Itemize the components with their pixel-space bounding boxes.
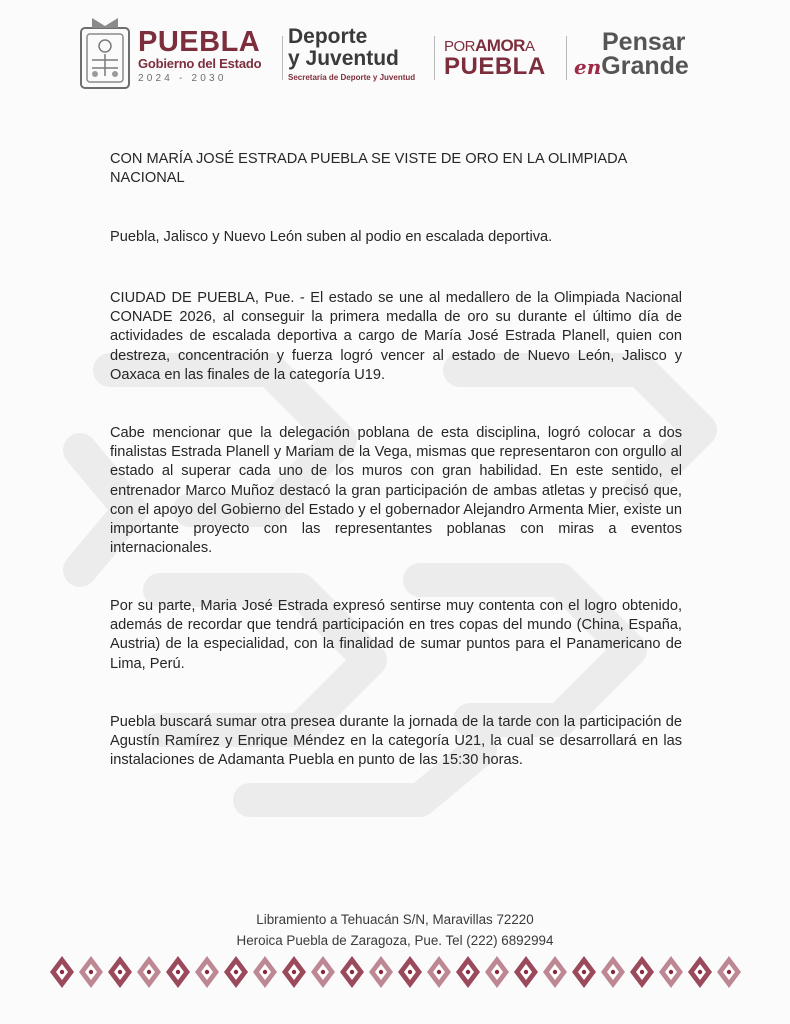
puebla-logo-subtitle: Gobierno del Estado [138, 56, 262, 71]
watermark-pattern-icon [40, 330, 760, 850]
por-amor-logo-a: A [524, 38, 535, 55]
footer-address [0, 909, 790, 951]
pattern-tile [543, 956, 567, 988]
article-subheadline: Puebla, Jalisco y Nuevo León suben al podio en escalada deportiva. [110, 229, 553, 245]
article-headline: CON MARÍA JOSÉ ESTRADA PUEBLA SE VISTE DE ORO EN LA OLIMPIADA NACIONAL [110, 151, 627, 187]
deporte-logo-line2: y Juventud [288, 47, 399, 70]
puebla-gobierno-logo [138, 28, 278, 86]
pattern-tile [485, 956, 509, 988]
pensar-logo-pensar: Pensar [602, 28, 686, 56]
article-paragraph: Puebla buscará sumar otra presea durante la jornada de la tarde con la participación de Agustín Ramírez y Enrique Méndez en la categoría U21, la cual se desarrollará en las instalaciones de Adamanta Puebla en punto de las 15:30 horas. [110, 714, 682, 769]
pattern-tile [79, 956, 103, 988]
talavera-border-pattern-icon [48, 952, 744, 992]
por-amor-a-puebla-logo [444, 37, 564, 79]
pattern-tile [50, 956, 74, 988]
pensar-en-grande-logo [574, 30, 724, 79]
puebla-logo-title: PUEBLA [138, 26, 261, 58]
pattern-tile [166, 956, 190, 988]
deporte-logo-secretaria: Secretaría de Deporte y Juventud [288, 73, 416, 82]
pattern-tile [253, 956, 277, 988]
pattern-tile [108, 956, 132, 988]
por-amor-logo-por: POR [444, 38, 476, 55]
por-amor-logo-puebla: PUEBLA [444, 53, 546, 80]
pattern-tile [311, 956, 335, 988]
pattern-tile [195, 956, 219, 988]
puebla-logo-years: 2024 - 2030 [138, 73, 227, 84]
por-amor-logo-amor: AMOR [475, 36, 525, 55]
header-divider [566, 36, 567, 80]
pattern-tile [717, 956, 741, 988]
pensar-logo-en: en [574, 55, 602, 79]
pattern-tile [427, 956, 451, 988]
article-paragraph: Por su parte, Maria José Estrada expresó sentirse muy contenta con el logro obtenido, además de recordar que tendrá participación en tres copas del mundo (China, España, Austria) de la especialidad, con la finalidad de sumar puntos para el Panamericano de Lima, Perú. [110, 598, 682, 672]
pattern-tile [601, 956, 625, 988]
header-divider [434, 36, 435, 80]
pattern-tile [398, 956, 422, 988]
pattern-tile [282, 956, 306, 988]
pattern-tile [514, 956, 538, 988]
pattern-tile [630, 956, 654, 988]
article-paragraph: CIUDAD DE PUEBLA, Pue. - El estado se une al medallero de la Olimpiada Nacional CONADE 2026, al conseguir la primera medalla de oro su durante el último día de actividades de escalada deportiva a cargo de María José Estrada Planell, quien con destreza, concentración y fuerza logró vencer al estado de Nuevo León, Jalisco y Oaxaca en las finales de la categoría U19. [110, 290, 682, 383]
pattern-tile [340, 956, 364, 988]
pattern-tile [137, 956, 161, 988]
state-coat-of-arms-icon [78, 14, 132, 92]
pattern-tile [659, 956, 683, 988]
pattern-tile [224, 956, 248, 988]
deporte-juventud-logo [288, 26, 428, 84]
header-divider [282, 36, 283, 80]
article-paragraph: Cabe mencionar que la delegación poblana de esta disciplina, logró colocar a dos finalistas Estrada Planell y Mariam de la Vega, mismas que representaron con orgullo al estado al superar cada uno de los muros con gran habilidad. En este sentido, el entrenador Marco Muñoz destacó la gran participación de ambas atletas y precisó que, con el apoyo del Gobierno del Estado y el gobernador Alejandro Armenta Mier, existe un importante proyecto con las representantes poblanas con miras a eventos internacionales. [110, 425, 682, 557]
deporte-logo-line1: Deporte [288, 25, 368, 48]
letterhead-header [78, 12, 728, 94]
footer-address-line1: Libramiento a Tehuacán S/N, Maravillas 72220 [256, 912, 534, 927]
pattern-tile [456, 956, 480, 988]
pattern-tile [572, 956, 596, 988]
pensar-logo-grande: Grande [601, 52, 689, 80]
pattern-tile [688, 956, 712, 988]
pattern-tile [369, 956, 393, 988]
footer-address-line2: Heroica Puebla de Zaragoza, Pue. Tel (222) 6892994 [236, 933, 554, 948]
